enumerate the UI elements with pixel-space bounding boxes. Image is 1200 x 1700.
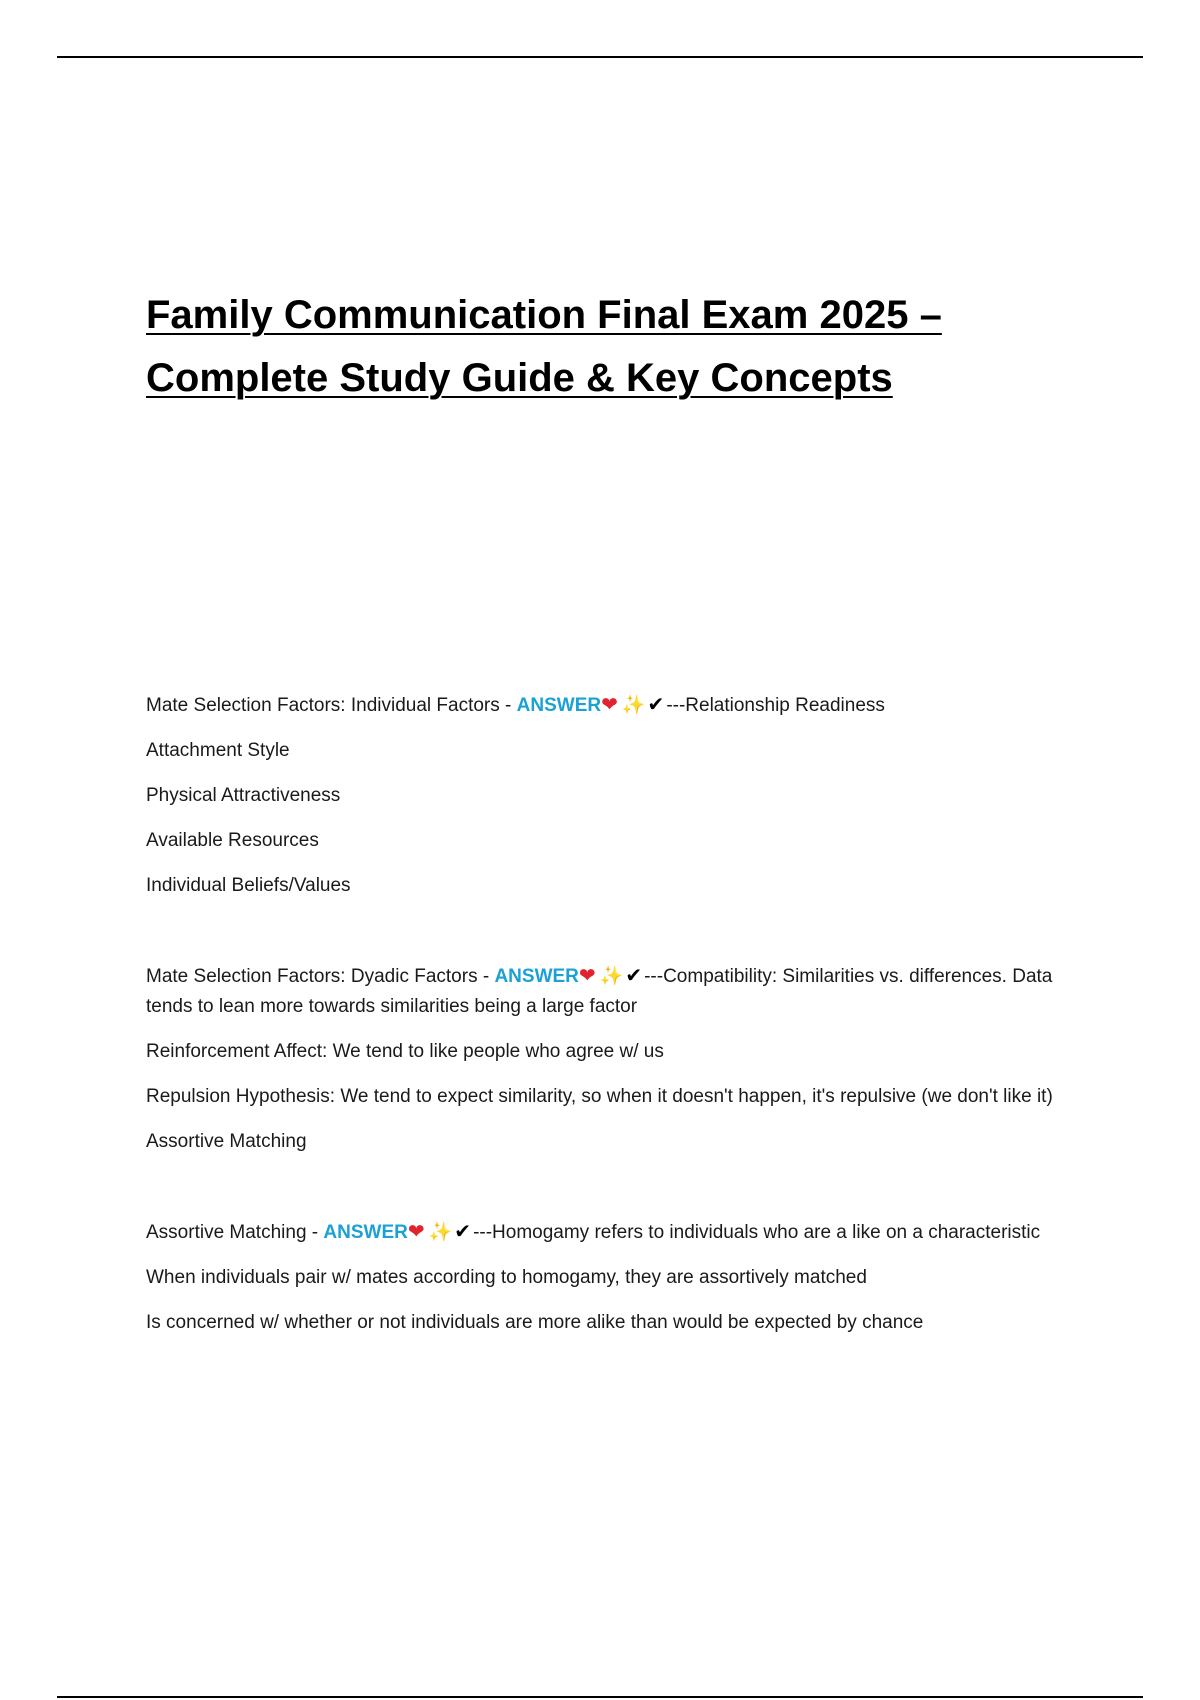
qa-list [146,690,1086,1398]
heart-icon: ❤ [578,965,596,987]
answer-line: Assortive Matching [146,1131,307,1152]
answer-line: Available Resources [146,830,319,851]
check-icon: ✔ [625,965,643,987]
sparkle-icon: ✨ [621,695,646,716]
question-line [146,690,1086,721]
question-text: Assortive Matching - [146,1222,324,1243]
qa-entry-assortive-matching [146,1217,1086,1338]
check-icon: ✔ [454,1221,472,1243]
page-title [146,284,1106,410]
title-line-1: Family Communication Final Exam 2025 – [146,293,942,337]
heart-icon: ❤ [601,694,618,716]
answer-line: Individual Beliefs/Values [146,875,351,896]
check-icon: ✔ [647,694,665,716]
bottom-rule [57,1696,1143,1698]
answer-line: Attachment Style [146,740,290,761]
top-rule [57,56,1143,58]
sparkle-icon: ✨ [428,1222,453,1243]
sparkle-icon: ✨ [599,966,624,987]
qa-entry-individual-factors [146,690,1086,901]
question-line [146,1217,1086,1248]
answer-line: Physical Attractiveness [146,785,341,806]
answer-line: When individuals pair w/ mates according to homogamy, they are assortively matched [146,1267,867,1288]
title-line-2: Complete Study Guide & Key Concepts [146,356,893,400]
question-line [146,961,1086,1022]
question-text: Mate Selection Factors: Individual Factors - [146,695,517,716]
answer-label: ANSWER [323,1222,408,1243]
question-text: Mate Selection Factors: Dyadic Factors - [146,966,495,987]
answer-label: ANSWER [516,695,602,716]
answer-line: Repulsion Hypothesis: We tend to expect similarity, so when it doesn't happen, it's repulsive (we don't like it) [146,1086,1053,1107]
answer-line: Reinforcement Affect: We tend to like people who agree w/ us [146,1041,664,1062]
qa-entry-dyadic-factors [146,961,1086,1157]
answer-label: ANSWER [494,966,579,987]
heart-icon: ❤ [407,1221,425,1243]
answer-line: Is concerned w/ whether or not individuals are more alike than would be expected by chance [146,1312,924,1333]
answer-text: ---Homogamy refers to individuals who are a like on a characteristic [473,1222,1041,1243]
answer-text: ---Relationship Readiness [666,695,885,716]
answer-text: ---Compatibility: Similarities vs. differences. Data tends to lean more towards similarities being a large factor [146,966,1053,1017]
